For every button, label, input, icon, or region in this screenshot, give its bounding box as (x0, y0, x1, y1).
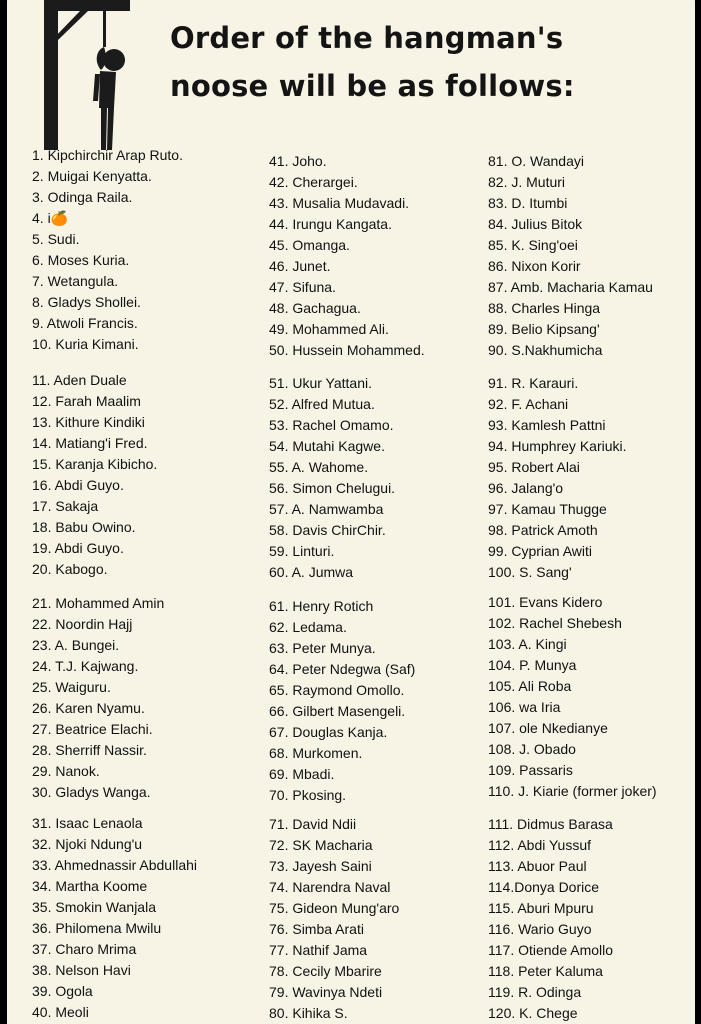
list-item: 120. K. Chege (488, 1005, 578, 1021)
list-item: 69. Mbadi. (269, 766, 335, 782)
list-item: 102. Rachel Shebesh (488, 615, 622, 631)
list-item: 20. Kabogo. (32, 561, 108, 577)
list-item: 75. Gideon Mung'aro (269, 900, 400, 916)
list-item: 78. Cecily Mbarire (269, 963, 382, 979)
list-item: 44. Irungu Kangata. (269, 216, 392, 232)
list-item: 59. Linturi. (269, 543, 335, 559)
list-item: 111. Didmus Barasa (488, 816, 613, 832)
list-item: 56. Simon Chelugui. (269, 480, 396, 496)
list-item: 25. Waiguru. (32, 679, 111, 695)
list-item: 42. Cherargei. (269, 174, 358, 190)
list-item: 14. Matiang'i Fred. (32, 435, 148, 451)
list-item: 13. Kithure Kindiki (32, 414, 145, 430)
list-item: 92. F. Achani (488, 396, 569, 412)
list-item: 115. Aburi Mpuru (488, 900, 594, 916)
list-item: 46. Junet. (269, 258, 331, 274)
list-item: 53. Rachel Omamo. (269, 417, 394, 433)
list-item: 57. A. Namwamba (269, 501, 384, 517)
list-item: 45. Omanga. (269, 237, 350, 253)
list-item: 104. P. Munya (488, 657, 577, 673)
list-item: 118. Peter Kaluma (488, 963, 603, 979)
list-item: 84. Julius Bitok (488, 216, 583, 232)
list-item: 26. Karen Nyamu. (32, 700, 145, 716)
list-item: 91. R. Karauri. (488, 375, 579, 391)
list-item: 100. S. Sang' (488, 564, 572, 580)
list-item: 48. Gachagua. (269, 300, 361, 316)
list-item: 63. Peter Munya. (269, 640, 376, 656)
list-item: 5. Sudi. (32, 231, 80, 247)
list-item: 24. T.J. Kajwang. (32, 658, 139, 674)
list-item: 28. Sherriff Nassir. (32, 742, 147, 758)
list-item: 77. Nathif Jama (269, 942, 368, 958)
list-item: 35. Smokin Wanjala (32, 899, 156, 915)
list-item: 97. Kamau Thugge (488, 501, 607, 517)
list-item: 55. A. Wahome. (269, 459, 369, 475)
list-item: 15. Karanja Kibicho. (32, 456, 158, 472)
list-item: 93. Kamlesh Pattni (488, 417, 606, 433)
list-item: 76. Simba Arati (269, 921, 364, 937)
list-item: 85. K. Sing'oei (488, 237, 578, 253)
list-item: 103. A. Kingi (488, 636, 567, 652)
list-item: 41. Joho. (269, 153, 327, 169)
list-item: 106. wa Iria (488, 699, 561, 715)
list-item: 64. Peter Ndegwa (Saf) (269, 661, 416, 677)
list-item: 110. J. Kiarie (former joker) (488, 783, 657, 799)
list-item: 105. Ali Roba (488, 678, 572, 694)
list-item: 27. Beatrice Elachi. (32, 721, 153, 737)
list-item: 17. Sakaja (32, 498, 99, 514)
list-item: 67. Douglas Kanja. (269, 724, 388, 740)
list-item: 4. i🍊 (32, 210, 69, 226)
list-item: 32. Njoki Ndung'u (32, 836, 143, 852)
list-item: 119. R. Odinga (488, 984, 582, 1000)
list-item: 108. J. Obado (488, 741, 576, 757)
list-item: 90. S.Nakhumicha (488, 342, 603, 358)
list-item: 95. Robert Alai (488, 459, 580, 475)
list-item: 7. Wetangula. (32, 273, 119, 289)
list-item: 94. Humphrey Kariuki. (488, 438, 627, 454)
list-item: 112. Abdi Yussuf (488, 837, 592, 853)
list-item: 86. Nixon Korir (488, 258, 581, 274)
list-item: 80. Kihika S. (269, 1005, 348, 1021)
list-item: 116. Wario Guyo (488, 921, 592, 937)
list-item: 58. Davis ChirChir. (269, 522, 386, 538)
list-item: 66. Gilbert Masengeli. (269, 703, 406, 719)
list-item: 114.Donya Dorice (488, 879, 600, 895)
list-item: 39. Ogola (32, 983, 93, 999)
list-item: 101. Evans Kidero (488, 594, 603, 610)
list-item: 51. Ukur Yattani. (269, 375, 372, 391)
list-item: 19. Abdi Guyo. (32, 540, 124, 556)
list-item: 72. SK Macharia (269, 837, 373, 853)
list-item: 87. Amb. Macharia Kamau (488, 279, 653, 295)
list-item: 36. Philomena Mwilu (32, 920, 162, 936)
list-item: 98. Patrick Amoth (488, 522, 598, 538)
list-item: 2. Muigai Kenyatta. (32, 168, 152, 184)
list-item: 31. Isaac Lenaola (32, 815, 143, 831)
list-item: 74. Narendra Naval (269, 879, 391, 895)
list-item: 16. Abdi Guyo. (32, 477, 124, 493)
list-item: 9. Atwoli Francis. (32, 315, 138, 331)
list-item: 54. Mutahi Kagwe. (269, 438, 385, 454)
list-item: 1. Kipchirchir Arap Ruto. (32, 147, 183, 163)
list-item: 88. Charles Hinga (488, 300, 601, 316)
list-item: 52. Alfred Mutua. (269, 396, 375, 412)
list-item: 47. Sifuna. (269, 279, 336, 295)
list-item: 50. Hussein Mohammed. (269, 342, 425, 358)
list-item: 117. Otiende Amollo (488, 942, 614, 958)
list-item: 49. Mohammed Ali. (269, 321, 389, 337)
list-item: 61. Henry Rotich (269, 598, 374, 614)
list-item: 23. A. Bungei. (32, 637, 120, 653)
list-item: 40. Meoli (32, 1004, 89, 1020)
list-item: 113. Abuor Paul (488, 858, 587, 874)
list-item: 18. Babu Owino. (32, 519, 136, 535)
list-item: 81. O. Wandayi (488, 153, 584, 169)
list-item: 96. Jalang'o (488, 480, 564, 496)
list-item: 8. Gladys Shollei. (32, 294, 141, 310)
list-item: 60. A. Jumwa (269, 564, 354, 580)
list-item: 29. Nanok. (32, 763, 100, 779)
list-item: 109. Passaris (488, 762, 573, 778)
list-item: 73. Jayesh Saini (269, 858, 372, 874)
page-title (170, 14, 575, 110)
list-item: 79. Wavinya Ndeti (269, 984, 383, 1000)
list-item: 70. Pkosing. (269, 787, 347, 803)
list-item: 99. Cyprian Awiti (488, 543, 593, 559)
list-item: 37. Charo Mrima (32, 941, 137, 957)
list-item: 34. Martha Koome (32, 878, 148, 894)
list-item: 68. Murkomen. (269, 745, 363, 761)
list-item: 107. ole Nkedianye (488, 720, 608, 736)
title-line-2: noose will be as follows: (170, 69, 575, 103)
list-item: 65. Raymond Omollo. (269, 682, 405, 698)
list-item: 82. J. Muturi (488, 174, 566, 190)
list-item: 33. Ahmednassir Abdullahi (32, 857, 197, 873)
list-item: 22. Noordin Hajj (32, 616, 133, 632)
list-item: 62. Ledama. (269, 619, 347, 635)
list-item: 38. Nelson Havi (32, 962, 131, 978)
list-item: 10. Kuria Kimani. (32, 336, 139, 352)
title-line-1: Order of the hangman's (170, 21, 564, 55)
list-item: 6. Moses Kuria. (32, 252, 130, 268)
list-item: 83. D. Itumbi (488, 195, 568, 211)
list-item: 3. Odinga Raila. (32, 189, 133, 205)
list-item: 30. Gladys Wanga. (32, 784, 151, 800)
list-item: 12. Farah Maalim (32, 393, 141, 409)
gallows-noose-icon (0, 0, 150, 150)
list-item: 71. David Ndii (269, 816, 357, 832)
list-item: 21. Mohammed Amin (32, 595, 165, 611)
list-item: 89. Belio Kipsang' (488, 321, 600, 337)
list-item: 43. Musalia Mudavadi. (269, 195, 410, 211)
list-item: 11. Aden Duale (32, 372, 127, 388)
